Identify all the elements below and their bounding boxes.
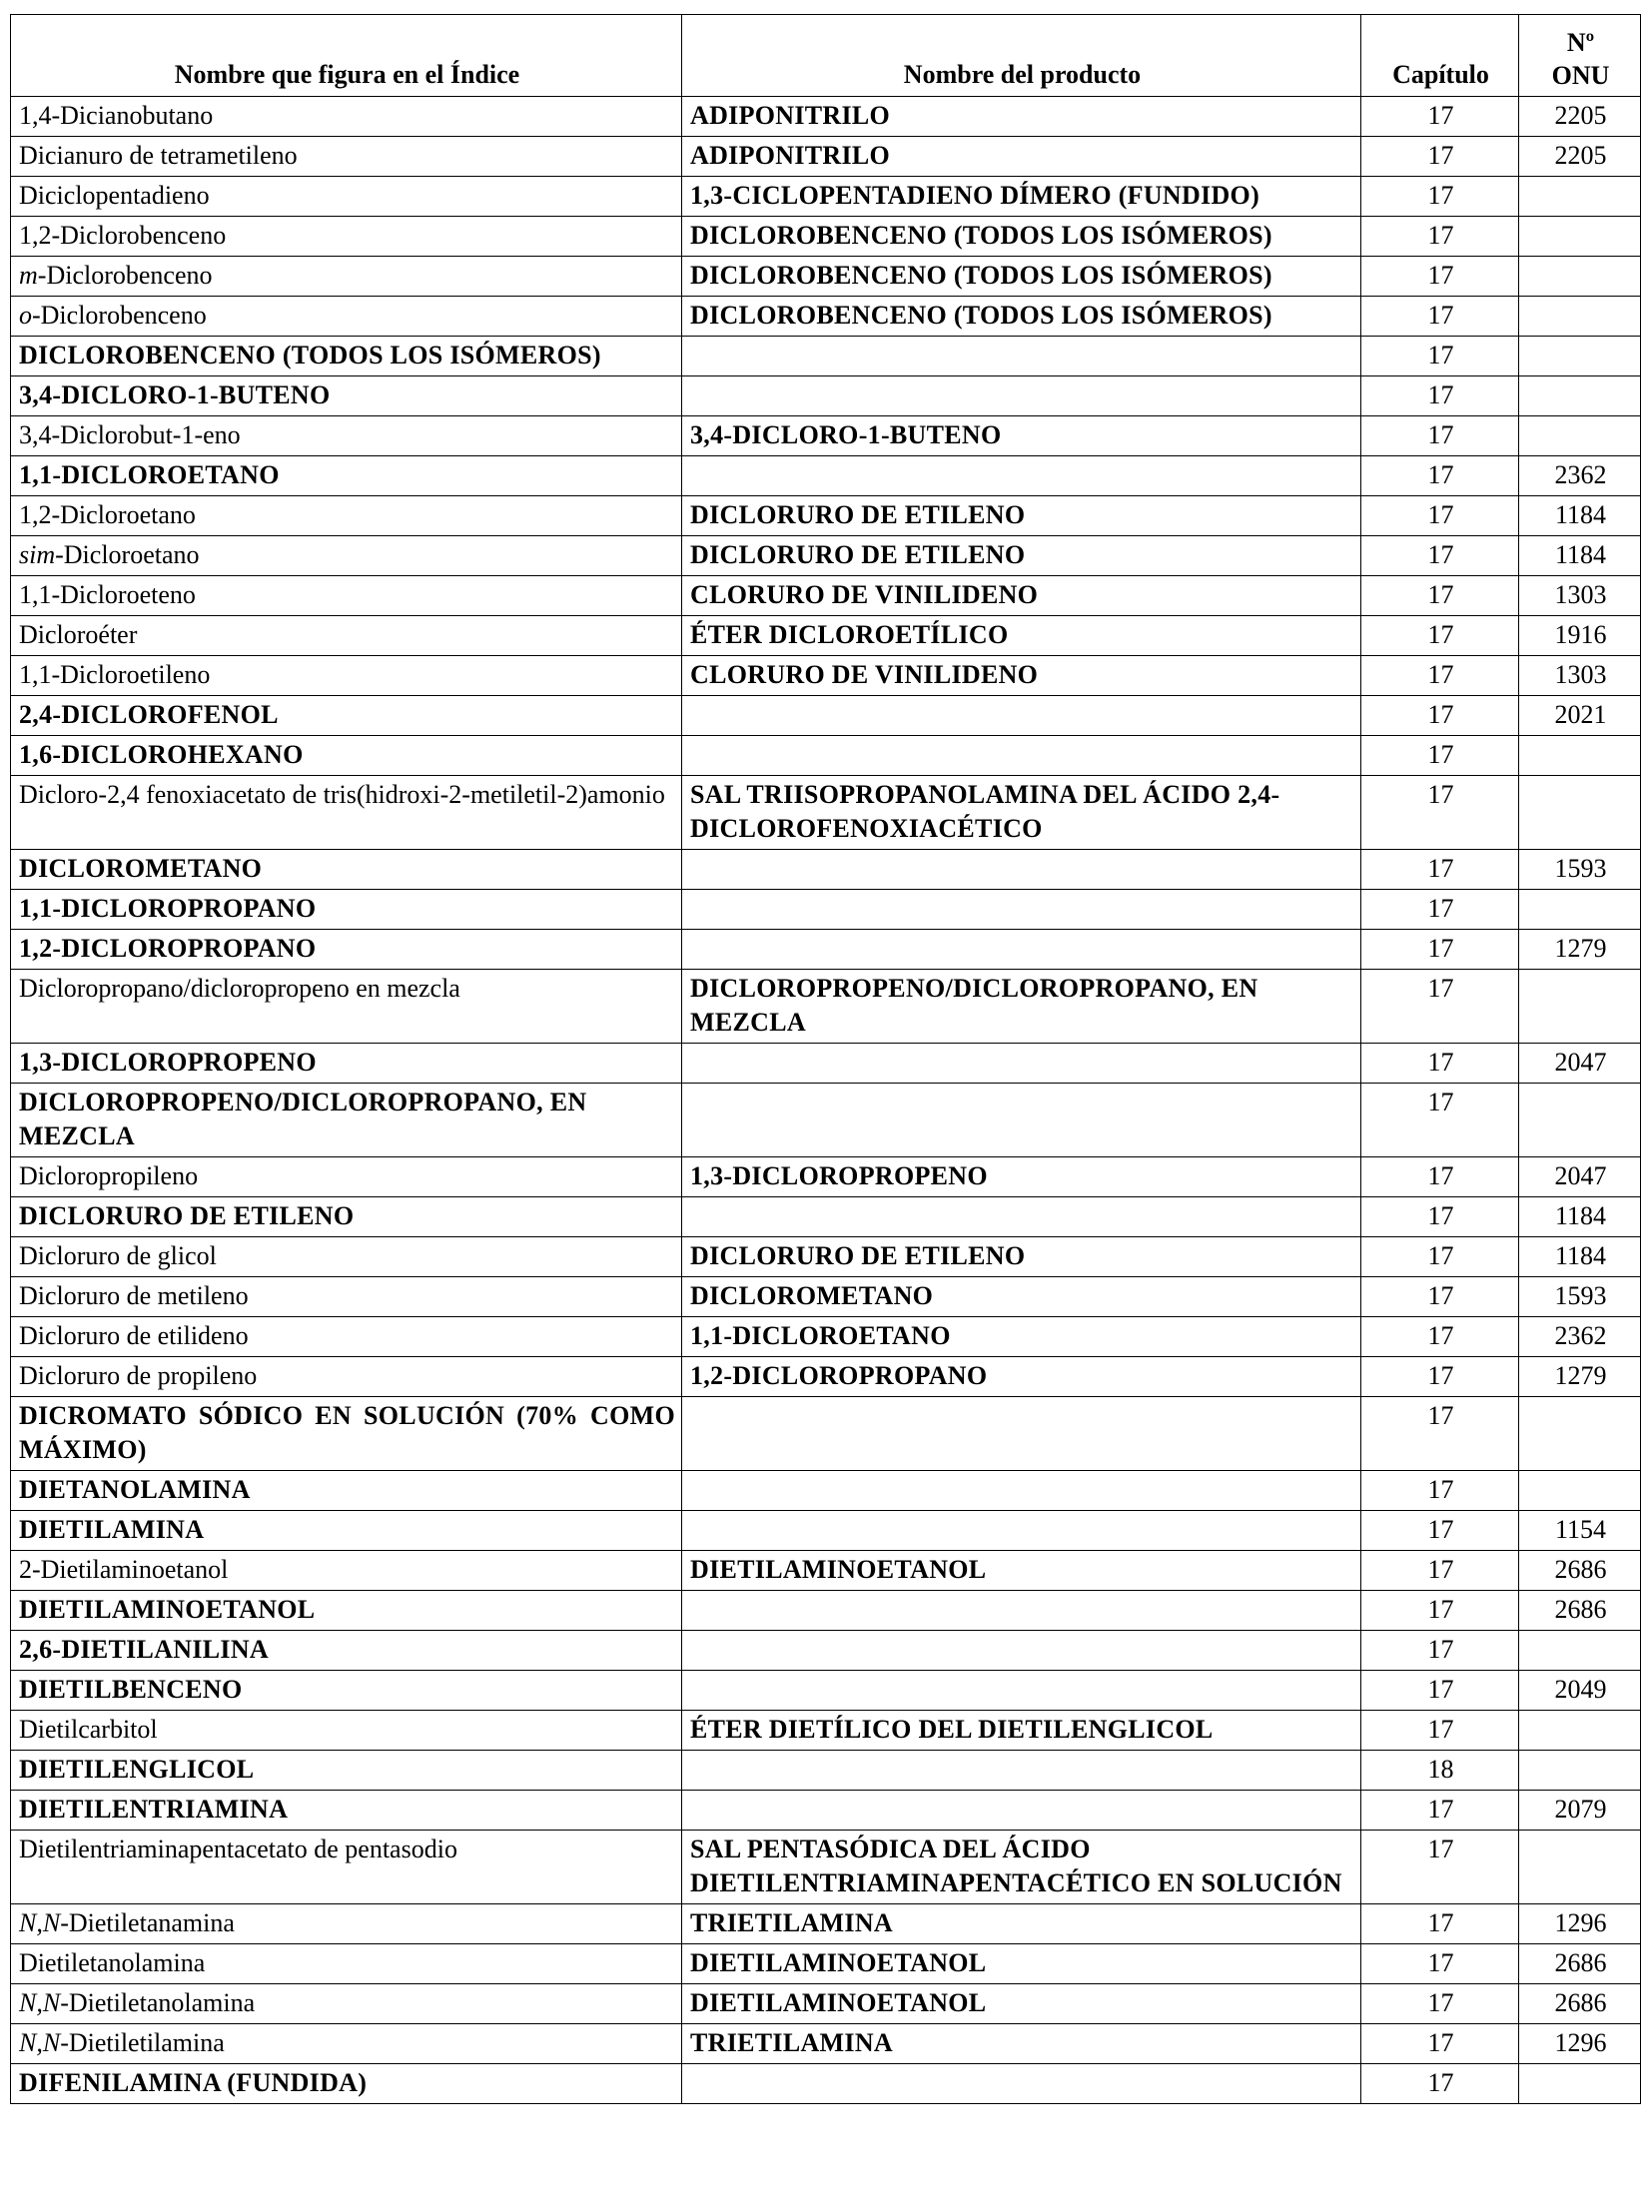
index-name-text: Dicloropropileno <box>19 1161 199 1190</box>
index-name-text: -Dietiletilamina <box>60 2028 225 2057</box>
product-name-cell: DICLOROBENCENO (TODOS LOS ISÓMEROS) <box>682 217 1361 257</box>
index-name-text: 1,4-Dicianobutano <box>19 101 214 130</box>
index-name-cell <box>11 656 682 696</box>
product-name-cell: DICLORURO DE ETILENO <box>682 536 1361 576</box>
chapter-cell: 17 <box>1361 1197 1519 1237</box>
index-name-text: 1,1-Dicloroetileno <box>19 660 211 689</box>
un-number-cell <box>1519 1471 1641 1511</box>
index-name-text: Dicloroéter <box>19 620 138 649</box>
index-name-cell <box>11 776 682 850</box>
table-row <box>11 696 1641 736</box>
chapter-cell: 17 <box>1361 970 1519 1044</box>
index-name-cell <box>11 137 682 177</box>
un-number-cell <box>1519 217 1641 257</box>
product-name-cell: 3,4-DICLORO-1-BUTENO <box>682 416 1361 456</box>
index-name-text: DIETILENGLICOL <box>19 1755 255 1784</box>
product-name-cell: ADIPONITRILO <box>682 97 1361 137</box>
chapter-cell: 17 <box>1361 576 1519 616</box>
index-name-cell <box>11 736 682 776</box>
index-name-cell <box>11 1551 682 1591</box>
index-name-text: 1,2-DICLOROPROPANO <box>19 934 317 963</box>
index-name-cell <box>11 297 682 337</box>
product-name-cell <box>682 930 1361 970</box>
un-number-cell <box>1519 776 1641 850</box>
table-body <box>11 97 1641 2104</box>
index-name-cell <box>11 1277 682 1317</box>
chapter-cell: 17 <box>1361 656 1519 696</box>
index-name-text: 2,4-DICLOROFENOL <box>19 700 279 729</box>
index-name-cell <box>11 1831 682 1904</box>
header-product-name: Nombre del producto <box>682 15 1361 97</box>
header-un-number <box>1519 15 1641 97</box>
chapter-cell: 17 <box>1361 137 1519 177</box>
product-name-cell <box>682 1671 1361 1711</box>
product-name-cell: DICLORURO DE ETILENO <box>682 496 1361 536</box>
chapter-cell: 17 <box>1361 1711 1519 1751</box>
product-name-cell <box>682 1397 1361 1471</box>
product-name-cell <box>682 1197 1361 1237</box>
chapter-cell: 17 <box>1361 616 1519 656</box>
product-name-cell <box>682 1591 1361 1631</box>
table-row <box>11 2064 1641 2104</box>
index-name-text: 3,4-DICLORO-1-BUTENO <box>19 380 331 409</box>
index-name-cell <box>11 217 682 257</box>
product-name-cell: DICLOROBENCENO (TODOS LOS ISÓMEROS) <box>682 257 1361 297</box>
chapter-cell: 17 <box>1361 416 1519 456</box>
index-name-cell <box>11 1157 682 1197</box>
chapter-cell: 17 <box>1361 1317 1519 1357</box>
un-number-cell: 1303 <box>1519 656 1641 696</box>
table-row <box>11 1277 1641 1317</box>
header-un-number-line1: Nº <box>1566 28 1595 57</box>
product-name-cell <box>682 1044 1361 1084</box>
chapter-cell: 17 <box>1361 1591 1519 1631</box>
table-row <box>11 1357 1641 1397</box>
table-row <box>11 1317 1641 1357</box>
un-number-cell: 2205 <box>1519 97 1641 137</box>
index-name-cell <box>11 1471 682 1511</box>
chapter-cell: 17 <box>1361 217 1519 257</box>
chapter-cell: 17 <box>1361 536 1519 576</box>
table-row <box>11 1551 1641 1591</box>
index-name-italic-prefix: N,N <box>19 1908 61 1937</box>
index-name-text: Dicloruro de etilideno <box>19 1321 249 1350</box>
un-number-cell: 2362 <box>1519 1317 1641 1357</box>
product-name-cell <box>682 696 1361 736</box>
chapter-cell: 17 <box>1361 1157 1519 1197</box>
chapter-cell: 17 <box>1361 97 1519 137</box>
table-row <box>11 970 1641 1044</box>
un-number-cell: 2686 <box>1519 1551 1641 1591</box>
chapter-cell: 17 <box>1361 1831 1519 1904</box>
chapter-cell: 17 <box>1361 496 1519 536</box>
index-name-text: Dicloro-2,4 fenoxiacetato de tris(hidroxi-2-metiletil-2)amonio <box>19 780 665 809</box>
product-name-cell <box>682 850 1361 890</box>
index-name-text: Dicloruro de propileno <box>19 1361 258 1390</box>
chapter-cell: 17 <box>1361 257 1519 297</box>
product-name-cell: DIETILAMINOETANOL <box>682 1984 1361 2024</box>
table-row <box>11 1631 1641 1671</box>
product-name-cell <box>682 890 1361 930</box>
un-number-cell: 2049 <box>1519 1671 1641 1711</box>
document-page <box>10 14 1640 2104</box>
table-row <box>11 1591 1641 1631</box>
product-name-cell <box>682 1471 1361 1511</box>
un-number-cell: 2686 <box>1519 1591 1641 1631</box>
index-name-cell <box>11 1904 682 1944</box>
header-index-name: Nombre que figura en el Índice <box>11 15 682 97</box>
index-name-cell <box>11 1197 682 1237</box>
index-name-text: DICLOROPROPENO/DICLOROPROPANO, EN MEZCLA <box>19 1088 587 1150</box>
index-name-text: 1,3-DICLOROPROPENO <box>19 1048 317 1077</box>
un-number-cell: 1154 <box>1519 1511 1641 1551</box>
index-name-text: -Diclorobenceno <box>37 261 213 290</box>
chapter-cell: 17 <box>1361 1277 1519 1317</box>
product-name-cell <box>682 1631 1361 1671</box>
table-row <box>11 656 1641 696</box>
index-name-cell <box>11 696 682 736</box>
table-row <box>11 1751 1641 1791</box>
table-row <box>11 1791 1641 1831</box>
table-row <box>11 850 1641 890</box>
index-name-text: DIETILAMINOETANOL <box>19 1595 316 1624</box>
index-name-cell <box>11 1317 682 1357</box>
index-name-cell <box>11 930 682 970</box>
index-name-cell <box>11 576 682 616</box>
index-name-cell <box>11 890 682 930</box>
product-name-cell: 1,3-CICLOPENTADIENO DÍMERO (FUNDIDO) <box>682 177 1361 217</box>
un-number-cell: 1184 <box>1519 496 1641 536</box>
table-row <box>11 1671 1641 1711</box>
un-number-cell: 1184 <box>1519 536 1641 576</box>
un-number-cell: 1593 <box>1519 850 1641 890</box>
un-number-cell <box>1519 416 1641 456</box>
chapter-cell: 17 <box>1361 2064 1519 2104</box>
un-number-cell: 2047 <box>1519 1044 1641 1084</box>
chapter-cell: 17 <box>1361 1357 1519 1397</box>
product-name-cell: SAL PENTASÓDICA DEL ÁCIDO DIETILENTRIAMINAPENTACÉTICO EN SOLUCIÓN <box>682 1831 1361 1904</box>
chapter-cell: 17 <box>1361 376 1519 416</box>
index-name-text: 3,4-Diclorobut-1-eno <box>19 420 241 449</box>
chapter-cell: 17 <box>1361 890 1519 930</box>
chapter-cell: 17 <box>1361 736 1519 776</box>
index-name-text: DIETANOLAMINA <box>19 1475 251 1504</box>
index-name-text: DICLORURO DE ETILENO <box>19 1201 355 1230</box>
index-name-cell <box>11 2024 682 2064</box>
chapter-cell: 17 <box>1361 1984 1519 2024</box>
un-number-cell <box>1519 376 1641 416</box>
table-row <box>11 736 1641 776</box>
un-number-cell <box>1519 890 1641 930</box>
table-row <box>11 1944 1641 1984</box>
index-name-text: Dicloruro de glicol <box>19 1241 217 1270</box>
table-row <box>11 2024 1641 2064</box>
table-row <box>11 1237 1641 1277</box>
un-number-cell: 2686 <box>1519 1984 1641 2024</box>
chapter-cell: 17 <box>1361 1904 1519 1944</box>
index-name-cell <box>11 257 682 297</box>
product-name-cell <box>682 337 1361 376</box>
product-name-cell: 1,1-DICLOROETANO <box>682 1317 1361 1357</box>
un-number-cell <box>1519 1397 1641 1471</box>
table-row <box>11 337 1641 376</box>
table-row <box>11 177 1641 217</box>
product-name-cell <box>682 736 1361 776</box>
table-row <box>11 137 1641 177</box>
un-number-cell <box>1519 1711 1641 1751</box>
index-name-cell <box>11 1671 682 1711</box>
un-number-cell <box>1519 297 1641 337</box>
header-chapter: Capítulo <box>1361 15 1519 97</box>
index-name-text: 1,2-Dicloroetano <box>19 500 196 529</box>
product-name-cell: DICLOROPROPENO/DICLOROPROPANO, EN MEZCLA <box>682 970 1361 1044</box>
index-name-cell <box>11 456 682 496</box>
index-name-cell <box>11 1984 682 2024</box>
chapter-cell: 17 <box>1361 776 1519 850</box>
table-row <box>11 616 1641 656</box>
index-name-text: DICROMATO SÓDICO EN SOLUCIÓN (70% COMO MÁXIMO) <box>19 1401 675 1464</box>
product-name-cell <box>682 1084 1361 1157</box>
index-name-cell <box>11 1944 682 1984</box>
index-name-cell <box>11 1084 682 1157</box>
table-row <box>11 1904 1641 1944</box>
un-number-cell: 1279 <box>1519 1357 1641 1397</box>
product-name-cell: ÉTER DICLOROETÍLICO <box>682 616 1361 656</box>
chapter-cell: 17 <box>1361 930 1519 970</box>
index-name-cell <box>11 1631 682 1671</box>
un-number-cell: 2362 <box>1519 456 1641 496</box>
chapter-cell: 17 <box>1361 1237 1519 1277</box>
index-name-cell <box>11 1044 682 1084</box>
chapter-cell: 17 <box>1361 1551 1519 1591</box>
product-name-cell: TRIETILAMINA <box>682 1904 1361 1944</box>
index-name-text: 1,1-DICLOROETANO <box>19 460 280 489</box>
table-row <box>11 1984 1641 2024</box>
un-number-cell: 2047 <box>1519 1157 1641 1197</box>
product-name-cell <box>682 1511 1361 1551</box>
index-name-text: DIETILAMINA <box>19 1515 205 1544</box>
index-name-text: -Dietiletanamina <box>60 1908 235 1937</box>
index-name-cell <box>11 2064 682 2104</box>
index-name-cell <box>11 97 682 137</box>
table-row <box>11 1157 1641 1197</box>
table-row <box>11 1831 1641 1904</box>
un-number-cell <box>1519 337 1641 376</box>
index-name-text: Dietilentriaminapentacetato de pentasodio <box>19 1835 457 1863</box>
index-name-cell <box>11 496 682 536</box>
chapter-cell: 17 <box>1361 456 1519 496</box>
un-number-cell: 2021 <box>1519 696 1641 736</box>
un-number-cell <box>1519 177 1641 217</box>
table-row <box>11 1471 1641 1511</box>
index-name-cell <box>11 536 682 576</box>
header-un-number-line2: ONU <box>1551 61 1610 90</box>
index-name-cell <box>11 1397 682 1471</box>
product-name-cell: CLORURO DE VINILIDENO <box>682 576 1361 616</box>
chapter-cell: 17 <box>1361 1511 1519 1551</box>
index-name-cell <box>11 177 682 217</box>
product-name-cell <box>682 376 1361 416</box>
index-name-cell <box>11 970 682 1044</box>
index-name-cell <box>11 1237 682 1277</box>
index-name-text: Dietilcarbitol <box>19 1715 158 1744</box>
chapter-cell: 17 <box>1361 1631 1519 1671</box>
chapter-cell: 17 <box>1361 1671 1519 1711</box>
table-row <box>11 1397 1641 1471</box>
table-row <box>11 576 1641 616</box>
product-name-cell <box>682 456 1361 496</box>
un-number-cell: 2205 <box>1519 137 1641 177</box>
un-number-cell <box>1519 257 1641 297</box>
chapter-cell: 17 <box>1361 1397 1519 1471</box>
index-name-text: 1,6-DICLOROHEXANO <box>19 740 304 769</box>
index-name-text: Dicloruro de metileno <box>19 1281 249 1310</box>
product-name-cell: DICLOROMETANO <box>682 1277 1361 1317</box>
index-name-italic-prefix: sim <box>19 540 56 569</box>
index-name-text: DIETILBENCENO <box>19 1675 243 1704</box>
index-name-text: 1,1-Dicloroeteno <box>19 580 196 609</box>
table-row <box>11 536 1641 576</box>
index-name-cell <box>11 850 682 890</box>
chapter-cell: 17 <box>1361 337 1519 376</box>
index-name-text: -Dicloroetano <box>55 540 200 569</box>
product-name-cell <box>682 1791 1361 1831</box>
un-number-cell: 1279 <box>1519 930 1641 970</box>
index-name-text: Dicianuro de tetrametileno <box>19 141 298 170</box>
index-name-cell <box>11 1357 682 1397</box>
product-name-cell: CLORURO DE VINILIDENO <box>682 656 1361 696</box>
product-name-cell: DIETILAMINOETANOL <box>682 1551 1361 1591</box>
un-number-cell <box>1519 970 1641 1044</box>
index-name-text: DICLOROMETANO <box>19 854 263 883</box>
index-name-text: 2-Dietilaminoetanol <box>19 1555 229 1584</box>
index-name-text: DICLOROBENCENO (TODOS LOS ISÓMEROS) <box>19 341 601 369</box>
table-row <box>11 496 1641 536</box>
un-number-cell: 1593 <box>1519 1277 1641 1317</box>
table-row <box>11 930 1641 970</box>
table-row <box>11 1044 1641 1084</box>
chapter-cell: 17 <box>1361 1471 1519 1511</box>
chapter-cell: 17 <box>1361 2024 1519 2064</box>
index-name-text: -Diclorobenceno <box>32 301 207 330</box>
chapter-cell: 17 <box>1361 177 1519 217</box>
chapter-cell: 17 <box>1361 297 1519 337</box>
product-name-cell <box>682 2064 1361 2104</box>
index-name-italic-prefix: N,N <box>19 2028 61 2057</box>
un-number-cell <box>1519 2064 1641 2104</box>
table-row <box>11 1084 1641 1157</box>
table-row <box>11 257 1641 297</box>
index-name-cell <box>11 1751 682 1791</box>
product-name-cell: 1,3-DICLOROPROPENO <box>682 1157 1361 1197</box>
product-name-cell: DICLORURO DE ETILENO <box>682 1237 1361 1277</box>
index-name-cell <box>11 376 682 416</box>
table-row <box>11 1511 1641 1551</box>
product-name-cell: TRIETILAMINA <box>682 2024 1361 2064</box>
product-name-cell: 1,2-DICLOROPROPANO <box>682 1357 1361 1397</box>
product-name-cell <box>682 1751 1361 1791</box>
product-name-cell: ÉTER DIETÍLICO DEL DIETILENGLICOL <box>682 1711 1361 1751</box>
table-row <box>11 890 1641 930</box>
index-name-cell <box>11 1591 682 1631</box>
un-number-cell: 1303 <box>1519 576 1641 616</box>
table-row <box>11 376 1641 416</box>
index-name-cell <box>11 1711 682 1751</box>
index-name-text: 1,2-Diclorobenceno <box>19 221 227 250</box>
index-name-text: 2,6-DIETILANILINA <box>19 1635 269 1664</box>
table-row <box>11 776 1641 850</box>
index-name-italic-prefix: m <box>19 261 38 290</box>
index-name-cell <box>11 1791 682 1831</box>
table-row <box>11 297 1641 337</box>
un-number-cell: 1916 <box>1519 616 1641 656</box>
un-number-cell <box>1519 1084 1641 1157</box>
product-name-cell: ADIPONITRILO <box>682 137 1361 177</box>
table-row <box>11 217 1641 257</box>
un-number-cell: 2079 <box>1519 1791 1641 1831</box>
chapter-cell: 17 <box>1361 696 1519 736</box>
index-name-cell <box>11 616 682 656</box>
chapter-cell: 17 <box>1361 1944 1519 1984</box>
table-row <box>11 1197 1641 1237</box>
index-name-text: -Dietiletanolamina <box>60 1988 256 2017</box>
chapter-cell: 17 <box>1361 1084 1519 1157</box>
un-number-cell <box>1519 1751 1641 1791</box>
chemical-index-table <box>10 14 1641 2104</box>
index-name-italic-prefix: N,N <box>19 1988 61 2017</box>
index-name-text: DIFENILAMINA (FUNDIDA) <box>19 2068 368 2097</box>
index-name-text: 1,1-DICLOROPROPANO <box>19 894 317 923</box>
un-number-cell <box>1519 1831 1641 1904</box>
index-name-text: Diciclopentadieno <box>19 181 210 210</box>
index-name-text: Dietiletanolamina <box>19 1948 206 1977</box>
index-name-cell <box>11 337 682 376</box>
product-name-cell: DICLOROBENCENO (TODOS LOS ISÓMEROS) <box>682 297 1361 337</box>
product-name-cell: DIETILAMINOETANOL <box>682 1944 1361 1984</box>
chapter-cell: 18 <box>1361 1751 1519 1791</box>
chapter-cell: 17 <box>1361 850 1519 890</box>
index-name-text: DIETILENTRIAMINA <box>19 1795 289 1824</box>
un-number-cell: 1184 <box>1519 1237 1641 1277</box>
table-row <box>11 1711 1641 1751</box>
index-name-italic-prefix: o <box>19 301 32 330</box>
un-number-cell: 1184 <box>1519 1197 1641 1237</box>
chapter-cell: 17 <box>1361 1791 1519 1831</box>
index-name-cell <box>11 416 682 456</box>
table-row <box>11 97 1641 137</box>
index-name-cell <box>11 1511 682 1551</box>
un-number-cell <box>1519 1631 1641 1671</box>
product-name-cell: SAL TRIISOPROPANOLAMINA DEL ÁCIDO 2,4-DICLOROFENOXIACÉTICO <box>682 776 1361 850</box>
table-row <box>11 456 1641 496</box>
un-number-cell: 1296 <box>1519 2024 1641 2064</box>
un-number-cell <box>1519 736 1641 776</box>
table-header-row <box>11 15 1641 97</box>
index-name-text: Dicloropropano/dicloropropeno en mezcla <box>19 974 460 1003</box>
un-number-cell: 2686 <box>1519 1944 1641 1984</box>
un-number-cell: 1296 <box>1519 1904 1641 1944</box>
table-row <box>11 416 1641 456</box>
chapter-cell: 17 <box>1361 1044 1519 1084</box>
